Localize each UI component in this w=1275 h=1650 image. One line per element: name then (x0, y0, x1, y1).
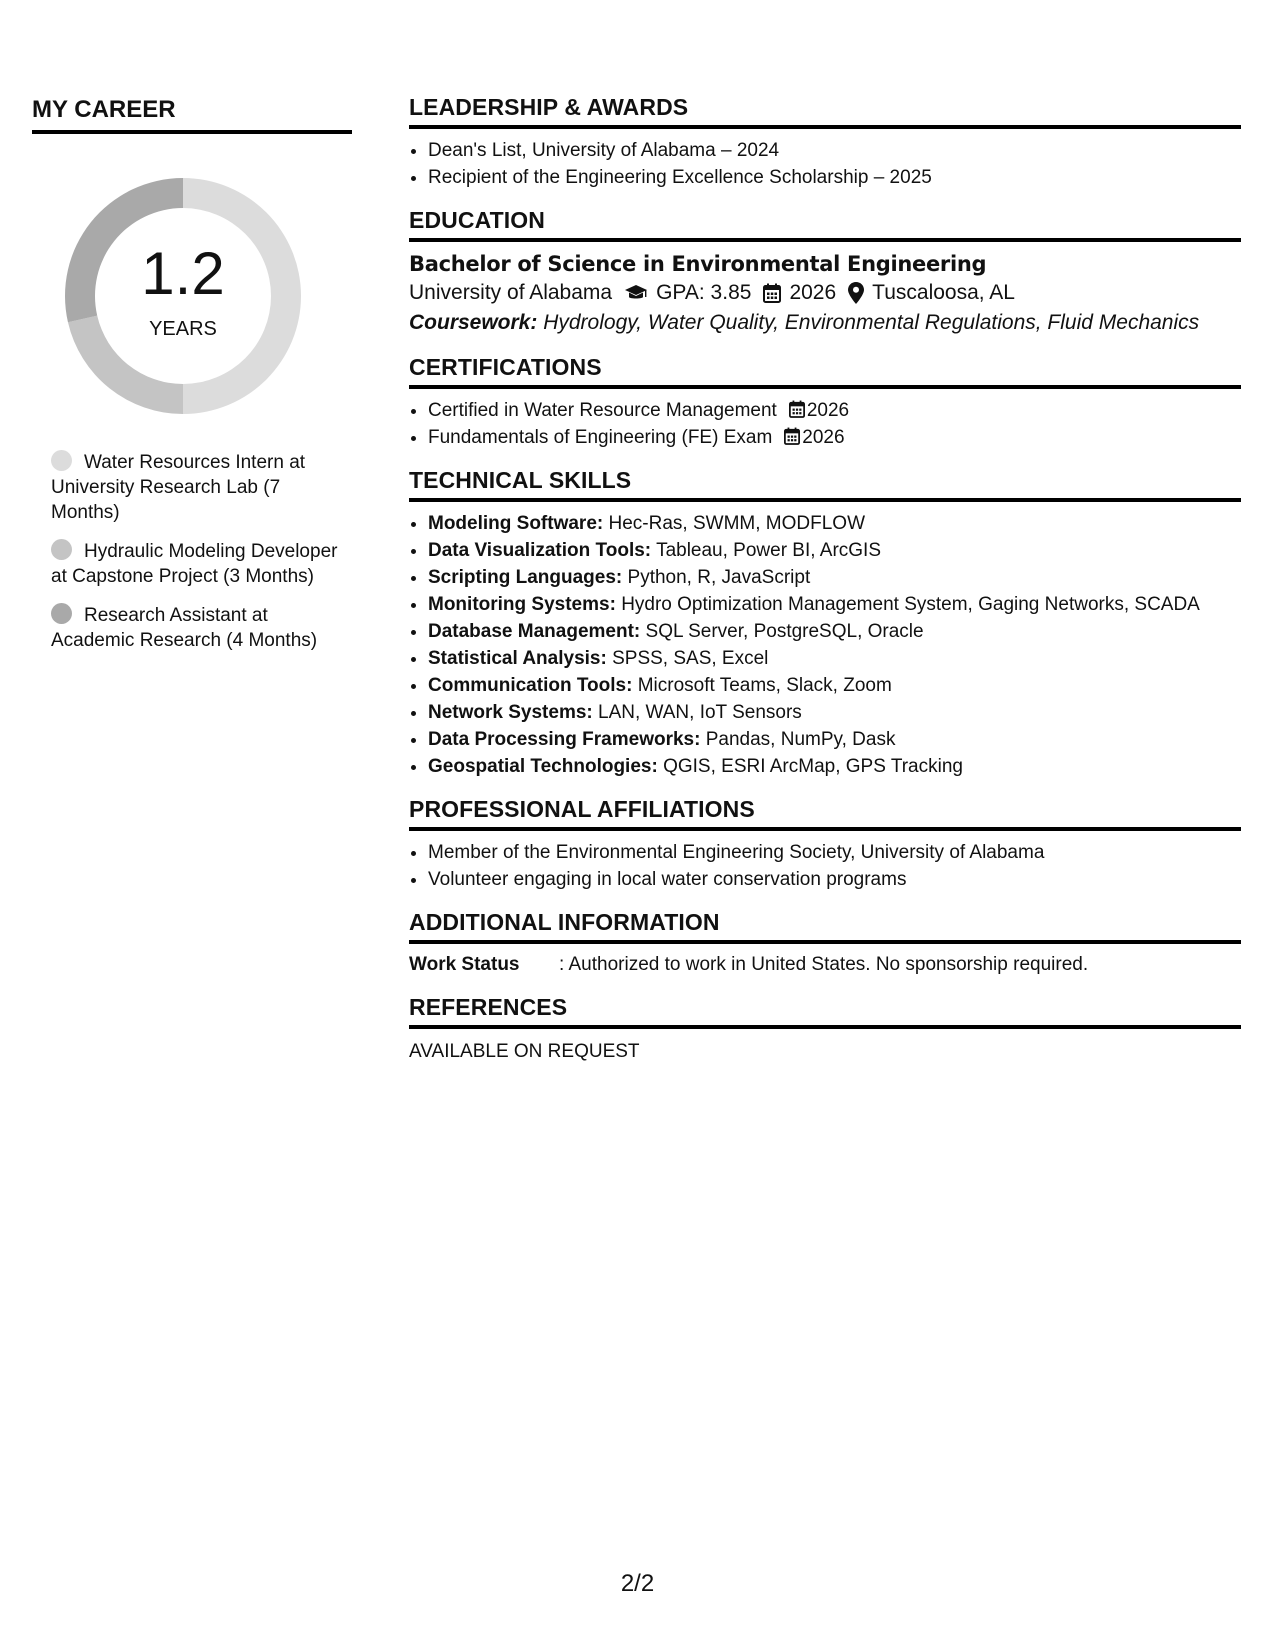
career-item (51, 450, 351, 525)
skill-label: Data Visualization Tools: (428, 540, 652, 561)
leadership-section (409, 94, 1241, 191)
list-item: • Recipient of the Engineering Excellence Scholarship – 2025 (428, 164, 1241, 191)
skill-item (428, 537, 1241, 564)
career-sidebar (32, 96, 352, 667)
education-details (409, 278, 1241, 308)
work-status-row (409, 952, 1241, 978)
skill-label: Database Management: (428, 621, 641, 642)
section-heading: PROFESSIONAL AFFILIATIONS (409, 796, 1241, 831)
calendar-icon (789, 400, 805, 418)
skill-value: SPSS, SAS, Excel (612, 648, 769, 669)
skill-value: SQL Server, PostgreSQL, Oracle (645, 621, 924, 642)
skill-item (428, 726, 1241, 753)
section-heading: EDUCATION (409, 207, 1241, 242)
certification-name: Fundamentals of Engineering (FE) Exam (428, 427, 773, 448)
gpa: GPA: 3.85 (656, 281, 752, 304)
career-item (51, 603, 351, 653)
skill-item (428, 618, 1241, 645)
list-item: • Member of the Environmental Engineering Society, University of Alabama (428, 839, 1241, 866)
section-heading: LEADERSHIP & AWARDS (409, 94, 1241, 129)
work-status-label: Work Status (409, 954, 520, 975)
map-pin-icon (848, 282, 864, 304)
school-location: Tuscaloosa, AL (872, 281, 1015, 304)
skill-item (428, 753, 1241, 780)
skill-value: LAN, WAN, IoT Sensors (598, 702, 802, 723)
skill-value: Pandas, NumPy, Dask (705, 729, 896, 750)
career-item (51, 539, 351, 589)
certifications-list (409, 397, 1241, 451)
section-heading: CERTIFICATIONS (409, 354, 1241, 389)
skill-item (428, 645, 1241, 672)
skill-label: Statistical Analysis: (428, 648, 607, 669)
skill-item (428, 591, 1241, 618)
legend-dot (51, 450, 72, 471)
certification-item (428, 397, 1241, 424)
skill-item (428, 672, 1241, 699)
skill-item (428, 510, 1241, 537)
career-donut (65, 178, 301, 414)
skill-value: Hydro Optimization Management System, Gaging Networks, SCADA (621, 594, 1200, 615)
coursework-text: Hydrology, Water Quality, Environmental Regulations, Fluid Mechanics (543, 311, 1200, 334)
skill-value: Microsoft Teams, Slack, Zoom (637, 675, 892, 696)
resume-main (409, 94, 1241, 1081)
career-title: MY CAREER (32, 96, 352, 134)
skill-value: Hec-Ras, SWMM, MODFLOW (608, 513, 866, 534)
section-heading: TECHNICAL SKILLS (409, 467, 1241, 502)
skill-label: Geospatial Technologies: (428, 756, 658, 777)
section-heading: ADDITIONAL INFORMATION (409, 909, 1241, 944)
skill-item (428, 564, 1241, 591)
coursework-label: Coursework: (409, 311, 538, 334)
skill-label: Network Systems: (428, 702, 593, 723)
list-item: • Dean's List, University of Alabama – 2024 (428, 137, 1241, 164)
work-status-value: : Authorized to work in United States. No sponsorship required. (559, 954, 1089, 975)
skill-label: Modeling Software: (428, 513, 604, 534)
skills-section (409, 467, 1241, 780)
certification-item (428, 424, 1241, 451)
affiliations-list (409, 839, 1241, 893)
legend-dot (51, 603, 72, 624)
career-years-unit: YEARS (149, 318, 217, 340)
certification-year: 2026 (806, 400, 850, 421)
page-number: 2/2 (620, 1570, 655, 1597)
skill-value: QGIS, ESRI ArcMap, GPS Tracking (663, 756, 963, 777)
skill-label: Monitoring Systems: (428, 594, 616, 615)
certification-year: 2026 (802, 427, 845, 448)
references-text: AVAILABLE ON REQUEST (409, 1041, 640, 1062)
career-item-text: Research Assistant at Academic Research (4 Months) (51, 605, 318, 651)
degree-title: Bachelor of Science in Environmental Engineering (409, 252, 987, 276)
affiliations-section (409, 796, 1241, 893)
legend-dot (51, 539, 72, 560)
education-section (409, 207, 1241, 338)
skill-value: Tableau, Power BI, ArcGIS (656, 540, 882, 561)
career-item-text: Hydraulic Modeling Developer at Capstone Project (3 Months) (51, 541, 338, 587)
school-name: University of Alabama (409, 281, 613, 304)
certifications-section (409, 354, 1241, 451)
career-item-text: Water Resources Intern at University Research Lab (7 Months) (51, 452, 306, 523)
skill-value: Python, R, JavaScript (627, 567, 811, 588)
certification-name: Certified in Water Resource Management (428, 400, 777, 421)
graduation-year: 2026 (789, 281, 837, 304)
list-item: • Volunteer engaging in local water conservation programs (428, 866, 1241, 893)
calendar-icon (763, 283, 781, 303)
leadership-list (409, 137, 1241, 191)
skills-list (409, 510, 1241, 780)
skill-label: Data Processing Frameworks: (428, 729, 701, 750)
additional-section (409, 909, 1241, 978)
skill-label: Scripting Languages: (428, 567, 623, 588)
career-list (51, 450, 351, 653)
calendar-icon (784, 427, 800, 445)
career-years-value: 1.2 (141, 240, 225, 307)
skill-item (428, 699, 1241, 726)
section-heading: REFERENCES (409, 994, 1241, 1029)
skill-label: Communication Tools: (428, 675, 633, 696)
coursework (409, 308, 1241, 338)
graduation-cap-icon (624, 284, 648, 302)
references-section (409, 994, 1241, 1065)
